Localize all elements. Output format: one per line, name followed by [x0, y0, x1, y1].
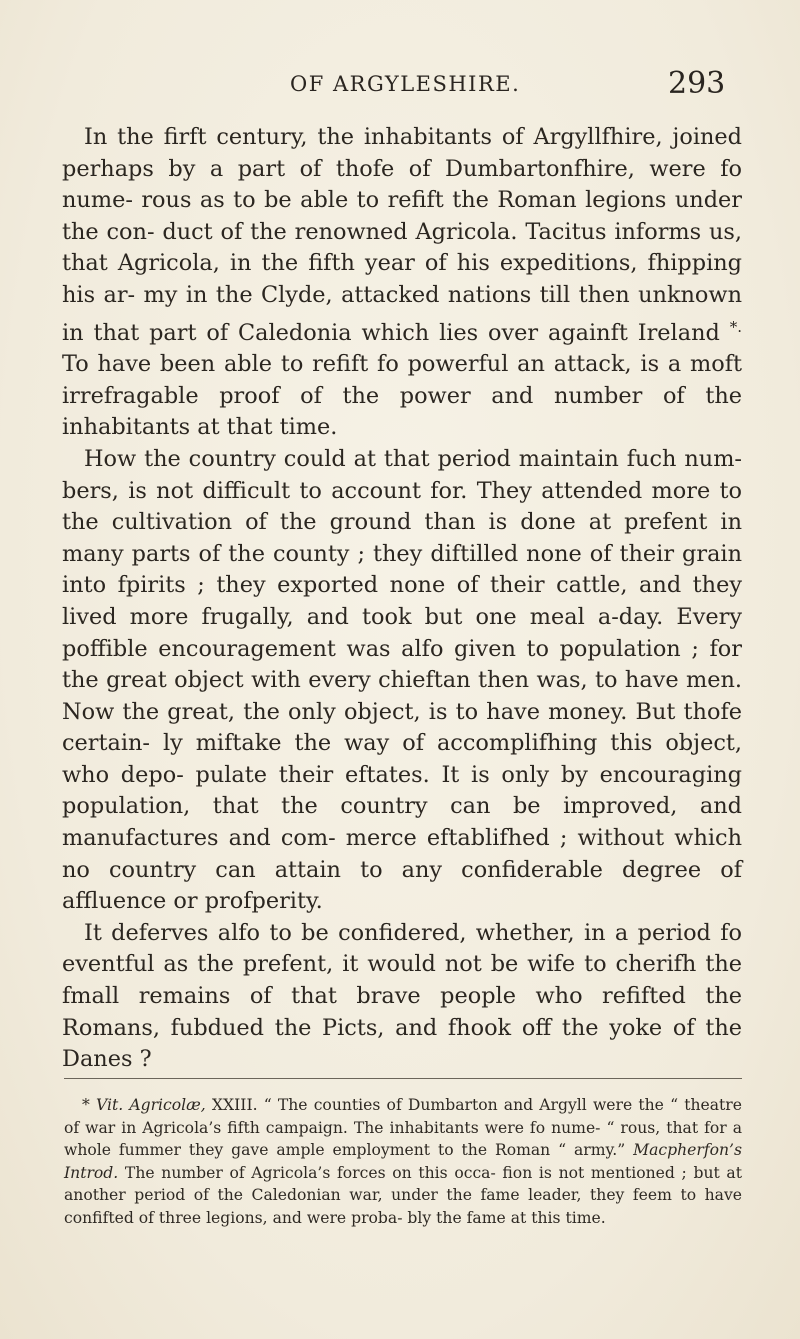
footnote [64, 1094, 742, 1230]
footnote-citation-2: Macpherfon’s Introd. [64, 1141, 742, 1182]
main-text [62, 122, 742, 1076]
paragraph-2: How the country could at that period maintain fuch num- bers, is not difficult to account for. They attended more to the cultivation of the ground than is done at prefent in many parts of the county ; they diftilled none of their grain into fpirits ; they exported none of their cattle, and they lived more frugally, and took but one meal a-day. Every poffible encouragement was alfo given to population ; for the great object with every chieftan then was, to have men. Now the great, the only object, is to have money. But thofe certain- ly miftake the way of accomplifhing this object, who depo- pulate their eftates. It is only by encouraging population, that the country can be improved, and manufactures and com- merce eftablifhed ; without which no country can attain to any confiderable degree of affluence or profperity. [62, 445, 742, 915]
paragraph-3: It deferves alfo to be confidered, whether, in a period fo eventful as the prefent, it would not be wife to cherifh the fmall remains of that brave people who refifted the Romans, fubdued the Picts, and fhook off the yoke of the Danes ? [62, 919, 742, 1073]
footnote-divider [64, 1078, 742, 1079]
footnote-citation-1: Vit. Agricolæ, [95, 1096, 206, 1114]
footnote-text-1: XXIII. “ The counties of Dumbarton and Argyll were the “ theatre of war in Agricola’s fifth campaign. The inhabitants were fo nume- “ rous, that for a whole fummer they gave ample employment to the Roman “ army.” [64, 1096, 742, 1160]
footnote-text-2: The number of Agricola’s forces on this occa- fion is not mentioned ; but at another period of the Caledonian war, under the fame leader, they feem to have confifted of three legions, and were proba- bly the fame at this time. [64, 1163, 742, 1227]
footnote-reference: *. [729, 317, 742, 336]
page-number: 293 [668, 66, 726, 101]
paragraph-1 [62, 122, 742, 444]
paragraph-1-text-a: In the firft century, the inhabitants of Argyllfhire, joined perhaps by a part of thofe of Dumbartonfhire, were fo nume- rous as to be able to refift the Roman legions under the con- duct of the renowned Agricola. Tacitus informs us, that Agricola, in the fifth year of his expeditions, fhipping his ar- my in the Clyde, attacked nations till then unknown in that part of Caledonia which lies over againft Ireland [62, 124, 742, 346]
running-title: OF ARGYLESHIRE. [290, 72, 521, 96]
footnote-text [64, 1094, 742, 1230]
footnote-marker: * [82, 1096, 96, 1114]
paragraph-1-text-b: To have been able to refift fo powerful an attack, is a moft irrefragable proof of the power and number of the inhabitants at that time. [62, 351, 742, 441]
